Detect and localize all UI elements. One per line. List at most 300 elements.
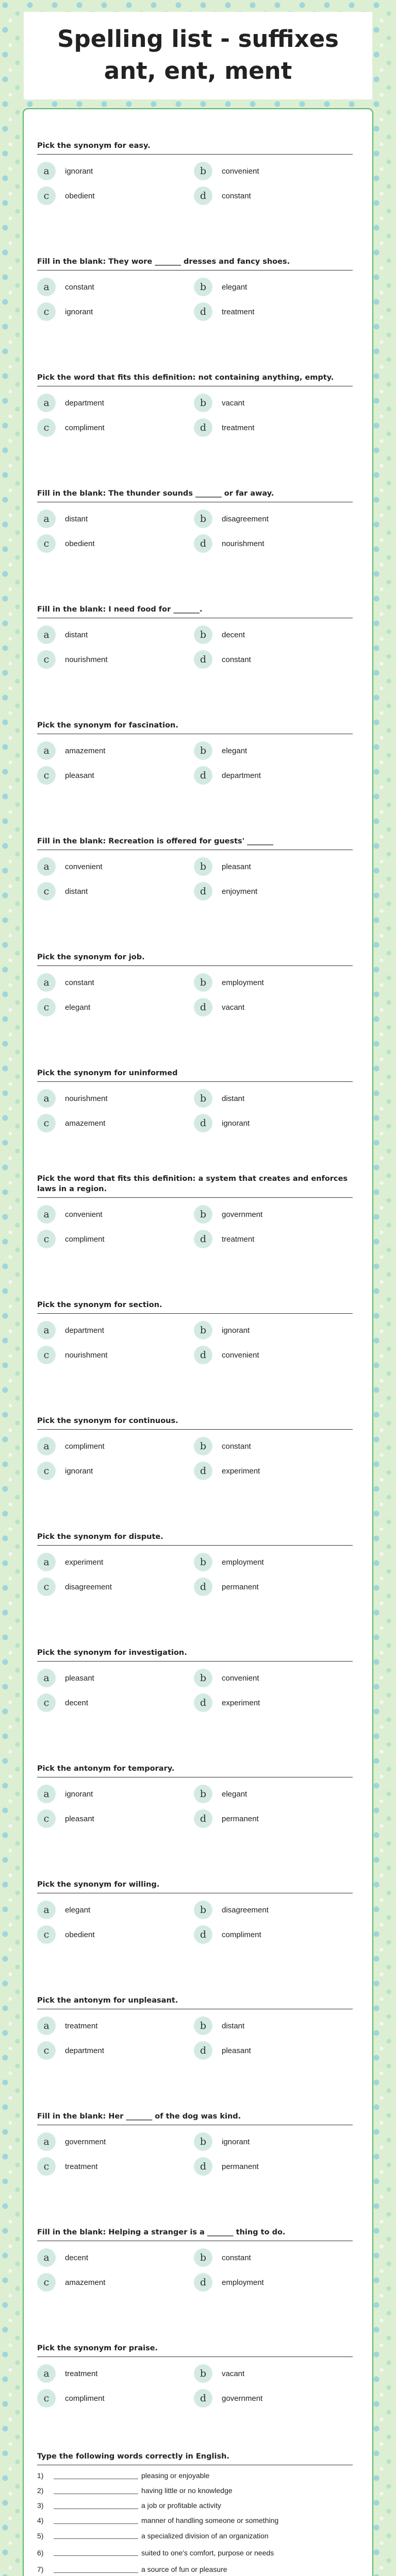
- answer-option-b[interactable]: [194, 1089, 351, 1108]
- answer-blank[interactable]: [54, 2523, 138, 2524]
- item-clue: manner of handling someone or something: [141, 2516, 279, 2524]
- option-label: elegant: [222, 746, 248, 755]
- option-letter-badge: b: [194, 1553, 212, 1571]
- answer-options: [37, 741, 353, 785]
- fill-in-item: [37, 2468, 353, 2483]
- answer-options: [37, 2248, 353, 2292]
- question-10: [37, 1173, 353, 1289]
- question-text: Pick the antonym for unpleasant.: [37, 1985, 353, 2009]
- answer-options: [37, 1205, 353, 1248]
- answer-option-d[interactable]: [194, 2041, 351, 2060]
- answer-option-b[interactable]: [194, 625, 351, 644]
- option-label: ignorant: [65, 1466, 93, 1476]
- answer-option-b[interactable]: [194, 857, 351, 876]
- option-label: ignorant: [65, 166, 93, 176]
- option-label: treatment: [222, 307, 255, 316]
- answer-option-c[interactable]: [37, 998, 194, 1016]
- answer-option-a[interactable]: [37, 2132, 194, 2151]
- answer-option-d[interactable]: [194, 1693, 351, 1712]
- answer-options: [37, 2364, 353, 2408]
- option-label: treatment: [65, 2021, 98, 2030]
- option-label: amazement: [65, 1118, 106, 1128]
- option-letter-badge: b: [194, 2016, 212, 2035]
- answer-option-a[interactable]: [37, 625, 194, 644]
- question-20: [37, 2332, 353, 2448]
- answer-option-a[interactable]: [37, 2016, 194, 2035]
- option-label: pleasant: [222, 2046, 251, 2055]
- question-text: Pick the synonym for job.: [37, 941, 353, 966]
- fill-in-item: [37, 2545, 353, 2562]
- answer-option-c[interactable]: [37, 1346, 194, 1364]
- answer-option-a[interactable]: [37, 1785, 194, 1803]
- answer-options: [37, 278, 353, 321]
- question-9: [37, 1057, 353, 1173]
- answer-option-c[interactable]: [37, 302, 194, 321]
- fill-in-item: [37, 2562, 353, 2576]
- answer-option-d[interactable]: [194, 1809, 351, 1828]
- option-label: nourishment: [65, 1350, 108, 1360]
- option-letter-badge: d: [194, 650, 212, 669]
- question-text: Pick the synonym for praise.: [37, 2332, 353, 2357]
- option-letter-badge: a: [37, 1321, 56, 1340]
- option-letter-badge: d: [194, 1578, 212, 1596]
- item-number: 2): [37, 2486, 44, 2495]
- answer-option-c[interactable]: [37, 534, 194, 553]
- answer-option-c[interactable]: [37, 2157, 194, 2176]
- option-label: pleasant: [222, 862, 251, 871]
- option-label: government: [222, 1210, 263, 1219]
- answer-option-c[interactable]: [37, 650, 194, 669]
- option-label: elegant: [65, 1003, 91, 1012]
- option-letter-badge: a: [37, 2132, 56, 2151]
- option-letter-badge: c: [37, 1114, 56, 1132]
- question-text: Pick the word that fits this definition: not containing anything, empty.: [37, 362, 353, 386]
- answer-option-d[interactable]: [194, 1578, 351, 1596]
- option-label: convenient: [65, 1210, 103, 1219]
- answer-option-b[interactable]: [194, 1669, 351, 1687]
- option-letter-badge: a: [37, 1089, 56, 1108]
- answer-option-a[interactable]: [37, 1669, 194, 1687]
- option-letter-badge: d: [194, 187, 212, 205]
- fill-in-title: Type the following words correctly in English.: [37, 2452, 353, 2465]
- option-label: distant: [65, 514, 88, 523]
- answer-option-b[interactable]: [194, 510, 351, 528]
- option-letter-badge: c: [37, 650, 56, 669]
- answer-option-b[interactable]: [194, 973, 351, 992]
- question-18: [37, 2100, 353, 2216]
- option-label: distant: [222, 1094, 245, 1103]
- answer-option-d[interactable]: [194, 187, 351, 205]
- option-letter-badge: b: [194, 741, 212, 760]
- option-label: decent: [222, 630, 245, 639]
- question-6: [37, 709, 353, 825]
- option-label: ignorant: [222, 1326, 250, 1335]
- answer-option-a[interactable]: [37, 278, 194, 296]
- option-letter-badge: b: [194, 1437, 212, 1455]
- option-label: obedient: [65, 539, 95, 548]
- option-letter-badge: a: [37, 1669, 56, 1687]
- option-label: amazement: [65, 2278, 106, 2287]
- option-letter-badge: c: [37, 766, 56, 785]
- item-clue: suited to one's comfort, purpose or needs: [141, 2549, 274, 2557]
- option-letter-badge: d: [194, 2041, 212, 2060]
- item-number: 5): [37, 2532, 44, 2540]
- question-text: Pick the synonym for easy.: [37, 130, 353, 155]
- answer-option-b[interactable]: [194, 278, 351, 296]
- answer-option-d[interactable]: [194, 302, 351, 321]
- answer-option-b[interactable]: [194, 1901, 351, 1919]
- option-letter-badge: c: [37, 2273, 56, 2292]
- option-letter-badge: d: [194, 1230, 212, 1248]
- option-letter-badge: c: [37, 1693, 56, 1712]
- question-text: Fill in the blank: The thunder sounds _______ or far away.: [37, 478, 353, 502]
- option-label: department: [65, 2046, 104, 2055]
- option-letter-badge: a: [37, 1205, 56, 1224]
- answer-option-a[interactable]: [37, 1437, 194, 1455]
- answer-option-c[interactable]: [37, 766, 194, 785]
- option-label: experiment: [65, 1557, 104, 1567]
- answer-option-d[interactable]: [194, 418, 351, 437]
- option-letter-badge: c: [37, 418, 56, 437]
- answer-option-a[interactable]: [37, 1553, 194, 1571]
- answer-option-b[interactable]: [194, 2364, 351, 2383]
- item-clue: a job or profitable activity: [141, 2501, 221, 2510]
- answer-options: [37, 510, 353, 553]
- option-letter-badge: a: [37, 1437, 56, 1455]
- answer-option-b[interactable]: [194, 1321, 351, 1340]
- question-text: Pick the word that fits this definition: a system that creates and enforces laws in a region.: [37, 1173, 353, 1198]
- option-letter-badge: d: [194, 2157, 212, 2176]
- fill-in-item: [37, 2498, 353, 2513]
- question-1: [37, 130, 353, 246]
- option-letter-badge: c: [37, 2157, 56, 2176]
- item-clue: having little or no knowledge: [141, 2486, 233, 2495]
- option-label: decent: [65, 2253, 89, 2262]
- answer-option-a[interactable]: [37, 857, 194, 876]
- question-text: Pick the antonym for temporary.: [37, 1753, 353, 1777]
- option-label: elegant: [222, 1789, 248, 1799]
- option-label: pleasant: [65, 1814, 94, 1823]
- option-label: employment: [222, 1557, 264, 1567]
- option-letter-badge: a: [37, 625, 56, 644]
- option-letter-badge: a: [37, 394, 56, 412]
- fill-in-item: [37, 2528, 353, 2545]
- answer-option-c[interactable]: [37, 2273, 194, 2292]
- answer-option-d[interactable]: [194, 2389, 351, 2408]
- question-3: [37, 362, 353, 478]
- option-label: compliment: [65, 423, 105, 432]
- fill-in-item: [37, 2483, 353, 2498]
- option-label: convenient: [222, 1673, 259, 1683]
- question-17: [37, 1985, 353, 2100]
- option-letter-badge: d: [194, 2273, 212, 2292]
- option-label: amazement: [65, 746, 106, 755]
- answer-option-b[interactable]: [194, 1437, 351, 1455]
- item-clue: a source of fun or pleasure: [141, 2565, 227, 2573]
- question-text: Pick the synonym for fascination.: [37, 709, 353, 734]
- answer-option-d[interactable]: [194, 1925, 351, 1944]
- answer-option-c[interactable]: [37, 882, 194, 901]
- option-label: constant: [65, 282, 94, 292]
- option-label: permanent: [222, 1814, 259, 1823]
- answer-option-a[interactable]: [37, 162, 194, 180]
- option-letter-badge: c: [37, 1925, 56, 1944]
- option-label: disagreement: [222, 514, 269, 523]
- question-7: [37, 825, 353, 941]
- answer-option-b[interactable]: [194, 2132, 351, 2151]
- fill-in-section: [37, 2452, 353, 2576]
- option-label: convenient: [222, 1350, 259, 1360]
- answer-blank[interactable]: [54, 2572, 138, 2573]
- question-12: [37, 1405, 353, 1521]
- option-label: treatment: [222, 1234, 255, 1244]
- option-letter-badge: c: [37, 187, 56, 205]
- question-text: Fill in the blank: Recreation is offered for guests' _______: [37, 825, 353, 850]
- answer-option-b[interactable]: [194, 1553, 351, 1571]
- answer-blank[interactable]: [54, 2508, 138, 2509]
- answer-options: [37, 625, 353, 669]
- option-letter-badge: b: [194, 1205, 212, 1224]
- option-letter-badge: c: [37, 1230, 56, 1248]
- option-label: treatment: [222, 423, 255, 432]
- option-letter-badge: c: [37, 302, 56, 321]
- item-number: 4): [37, 2516, 44, 2524]
- item-number: 6): [37, 2549, 44, 2557]
- option-letter-badge: a: [37, 1901, 56, 1919]
- answer-option-b[interactable]: [194, 2248, 351, 2267]
- answer-option-d[interactable]: [194, 1230, 351, 1248]
- option-letter-badge: b: [194, 1901, 212, 1919]
- option-label: constant: [222, 655, 251, 664]
- option-label: nourishment: [222, 539, 265, 548]
- answer-options: [37, 2132, 353, 2176]
- option-letter-badge: d: [194, 1462, 212, 1480]
- answer-option-b[interactable]: [194, 394, 351, 412]
- option-letter-badge: a: [37, 2016, 56, 2035]
- option-letter-badge: b: [194, 973, 212, 992]
- question-list: [37, 130, 353, 2448]
- answer-option-c[interactable]: [37, 1925, 194, 1944]
- option-letter-badge: d: [194, 766, 212, 785]
- question-14: [37, 1637, 353, 1753]
- answer-option-a[interactable]: [37, 2364, 194, 2383]
- option-letter-badge: b: [194, 2364, 212, 2383]
- answer-option-b[interactable]: [194, 162, 351, 180]
- option-letter-badge: b: [194, 278, 212, 296]
- option-label: obedient: [65, 191, 95, 200]
- answer-option-d[interactable]: [194, 882, 351, 901]
- worksheet: [23, 108, 373, 2576]
- option-label: distant: [222, 2021, 245, 2030]
- question-text: Pick the synonym for willing.: [37, 1869, 353, 1893]
- option-label: disagreement: [65, 1582, 112, 1591]
- item-clue: pleasing or enjoyable: [141, 2471, 210, 2480]
- answer-options: [37, 1089, 353, 1132]
- question-text: Pick the synonym for section.: [37, 1289, 353, 1314]
- option-letter-badge: d: [194, 882, 212, 901]
- option-label: constant: [222, 2253, 251, 2262]
- option-letter-badge: c: [37, 1462, 56, 1480]
- answer-option-c[interactable]: [37, 2041, 194, 2060]
- answer-option-a[interactable]: [37, 741, 194, 760]
- option-label: elegant: [222, 282, 248, 292]
- option-label: convenient: [222, 166, 259, 176]
- option-letter-badge: c: [37, 2389, 56, 2408]
- answer-option-c[interactable]: [37, 1578, 194, 1596]
- option-letter-badge: a: [37, 857, 56, 876]
- option-letter-badge: d: [194, 1809, 212, 1828]
- answer-option-a[interactable]: [37, 394, 194, 412]
- option-letter-badge: a: [37, 1785, 56, 1803]
- option-letter-badge: b: [194, 1785, 212, 1803]
- option-letter-badge: a: [37, 278, 56, 296]
- option-label: employment: [222, 2278, 264, 2287]
- answer-option-b[interactable]: [194, 2016, 351, 2035]
- option-label: ignorant: [222, 2137, 250, 2146]
- item-number: 1): [37, 2471, 44, 2480]
- option-label: decent: [65, 1698, 89, 1707]
- answer-option-a[interactable]: [37, 973, 194, 992]
- answer-option-c[interactable]: [37, 187, 194, 205]
- option-label: elegant: [65, 1905, 91, 1914]
- answer-option-a[interactable]: [37, 1321, 194, 1340]
- option-label: distant: [65, 887, 88, 896]
- option-letter-badge: d: [194, 1114, 212, 1132]
- option-label: experiment: [222, 1466, 260, 1476]
- answer-option-c[interactable]: [37, 2389, 194, 2408]
- option-label: vacant: [222, 1003, 245, 1012]
- option-letter-badge: a: [37, 973, 56, 992]
- item-number: 7): [37, 2565, 44, 2573]
- title-card: [24, 12, 372, 99]
- answer-blank[interactable]: [54, 2493, 138, 2494]
- question-11: [37, 1289, 353, 1405]
- answer-option-d[interactable]: [194, 534, 351, 553]
- answer-option-d[interactable]: [194, 766, 351, 785]
- question-8: [37, 941, 353, 1057]
- option-letter-badge: b: [194, 625, 212, 644]
- option-label: ignorant: [65, 1789, 93, 1799]
- answer-option-b[interactable]: [194, 1785, 351, 1803]
- answer-option-c[interactable]: [37, 1462, 194, 1480]
- option-label: department: [222, 771, 261, 780]
- question-text: Fill in the blank: Her _______ of the dog was kind.: [37, 2100, 353, 2125]
- option-label: constant: [65, 978, 94, 987]
- option-label: permanent: [222, 1582, 259, 1591]
- header-banner: [0, 0, 396, 108]
- answer-option-a[interactable]: [37, 1089, 194, 1108]
- answer-options: [37, 1901, 353, 1944]
- question-text: Fill in the blank: I need food for _______.: [37, 594, 353, 618]
- answer-option-a[interactable]: [37, 1205, 194, 1224]
- answer-option-d[interactable]: [194, 1346, 351, 1364]
- answer-options: [37, 1669, 353, 1712]
- answer-blank[interactable]: [54, 2478, 138, 2479]
- option-label: obedient: [65, 1930, 95, 1939]
- question-text: Pick the synonym for investigation.: [37, 1637, 353, 1662]
- option-label: disagreement: [222, 1905, 269, 1914]
- option-label: distant: [65, 630, 88, 639]
- option-label: convenient: [65, 862, 103, 871]
- answer-option-d[interactable]: [194, 1114, 351, 1132]
- option-letter-badge: c: [37, 2041, 56, 2060]
- answer-option-c[interactable]: [37, 1693, 194, 1712]
- option-label: compliment: [65, 1442, 105, 1451]
- question-15: [37, 1753, 353, 1869]
- answer-blank[interactable]: [54, 2555, 138, 2556]
- answer-options: [37, 857, 353, 901]
- answer-option-c[interactable]: [37, 1809, 194, 1828]
- option-label: pleasant: [65, 1673, 94, 1683]
- answer-option-c[interactable]: [37, 1230, 194, 1248]
- answer-options: [37, 1785, 353, 1828]
- answer-option-a[interactable]: [37, 1901, 194, 1919]
- answer-options: [37, 1553, 353, 1596]
- option-label: ignorant: [222, 1118, 250, 1128]
- answer-option-d[interactable]: [194, 1462, 351, 1480]
- option-label: permanent: [222, 2162, 259, 2171]
- option-letter-badge: d: [194, 534, 212, 553]
- option-letter-badge: d: [194, 1346, 212, 1364]
- option-label: government: [222, 2394, 263, 2403]
- answer-option-c[interactable]: [37, 418, 194, 437]
- option-label: experiment: [222, 1698, 260, 1707]
- question-text: Fill in the blank: They wore _______ dresses and fancy shoes.: [37, 246, 353, 270]
- option-letter-badge: a: [37, 510, 56, 528]
- option-letter-badge: b: [194, 1321, 212, 1340]
- option-label: department: [65, 1326, 104, 1335]
- fill-in-item: [37, 2513, 353, 2528]
- answer-option-a[interactable]: [37, 2248, 194, 2267]
- option-letter-badge: d: [194, 1693, 212, 1712]
- question-text: Pick the synonym for uninformed: [37, 1057, 353, 1082]
- option-label: compliment: [222, 1930, 261, 1939]
- option-letter-badge: b: [194, 1089, 212, 1108]
- answer-option-d[interactable]: [194, 2273, 351, 2292]
- question-4: [37, 478, 353, 594]
- answer-option-b[interactable]: [194, 1205, 351, 1224]
- answer-option-d[interactable]: [194, 2157, 351, 2176]
- answer-options: [37, 1437, 353, 1480]
- option-letter-badge: c: [37, 998, 56, 1016]
- option-letter-badge: d: [194, 998, 212, 1016]
- option-label: vacant: [222, 2369, 245, 2378]
- option-label: treatment: [65, 2162, 98, 2171]
- question-text: Pick the synonym for dispute.: [37, 1521, 353, 1546]
- option-label: ignorant: [65, 307, 93, 316]
- answer-blank[interactable]: [54, 2538, 138, 2539]
- answer-option-a[interactable]: [37, 510, 194, 528]
- option-label: department: [65, 398, 104, 408]
- option-label: treatment: [65, 2369, 98, 2378]
- answer-option-b[interactable]: [194, 741, 351, 760]
- option-letter-badge: b: [194, 162, 212, 180]
- answer-option-c[interactable]: [37, 1114, 194, 1132]
- option-letter-badge: a: [37, 2364, 56, 2383]
- option-letter-badge: a: [37, 741, 56, 760]
- option-label: constant: [222, 191, 251, 200]
- option-letter-badge: d: [194, 302, 212, 321]
- answer-options: [37, 973, 353, 1016]
- option-label: compliment: [65, 2394, 105, 2403]
- answer-option-d[interactable]: [194, 650, 351, 669]
- option-letter-badge: b: [194, 510, 212, 528]
- answer-option-d[interactable]: [194, 998, 351, 1016]
- option-label: compliment: [65, 1234, 105, 1244]
- fill-in-list: [37, 2468, 353, 2576]
- question-2: [37, 246, 353, 362]
- option-label: nourishment: [65, 1094, 108, 1103]
